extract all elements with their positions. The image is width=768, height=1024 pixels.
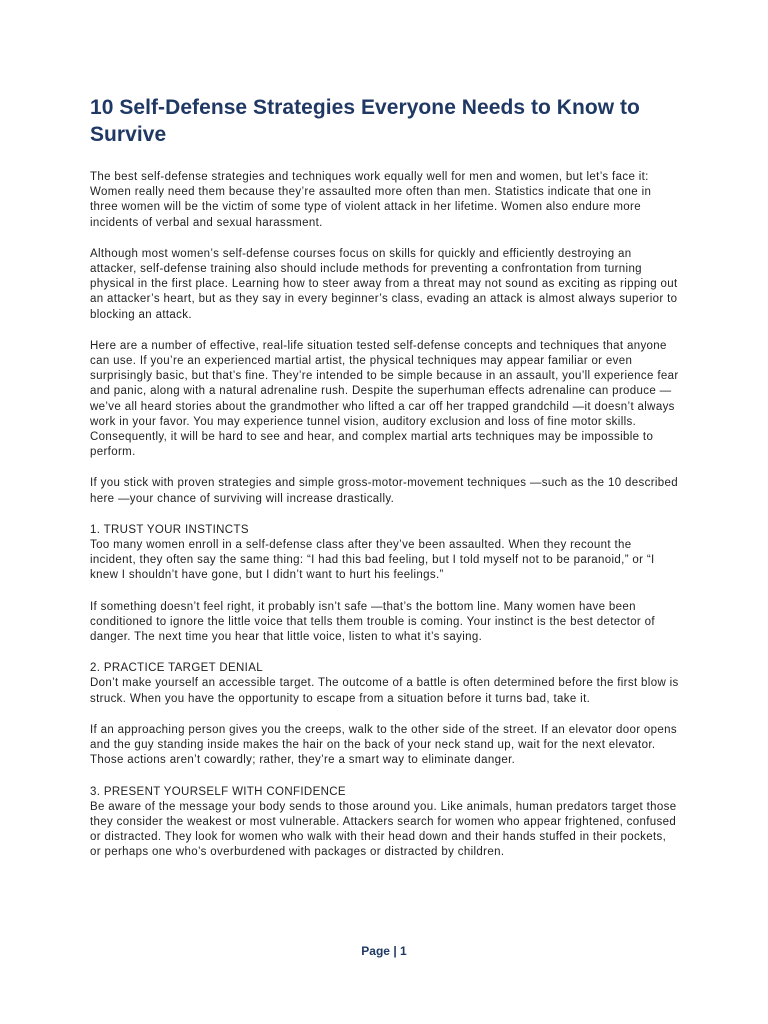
section-heading: 2. PRACTICE TARGET DENIAL xyxy=(90,662,263,675)
page-title: 10 Self-Defense Strategies Everyone Needs to Know to Survive xyxy=(90,96,640,146)
intro-paragraph-4: If you stick with proven strategies and simple gross-motor-movement techniques —such as the 10 described here —your chance of surviving will increase drastically. xyxy=(90,477,679,505)
intro-paragraph-2: Although most women’s self-defense courses focus on skills for quickly and efficiently destroying an attacker, self-defense training also should include methods for preventing a confrontation from turning physical in the first place. Learning how to steer away from a threat may not sound as exciting as ripping out an attacker’s heart, but as they say in every beginner’s class, evading an attack is almost always superior to blocking an attack. xyxy=(90,247,678,321)
section-paragraph: If an approaching person gives you the creeps, walk to the other side of the street. If an elevator door opens and the guy standing inside makes the hair on the back of your neck stand up, wait for the next elevator. Those actions aren’t cowardly; rather, they’re a smart way to eliminate danger. xyxy=(90,723,678,767)
intro-paragraph-3: Here are a number of effective, real-life situation tested self-defense concepts and techniques that anyone can use. If you’re an experienced martial artist, the physical techniques may appear familiar or even surprisingly basic, but that’s fine. They’re intended to be simple because in an assault, you’ll experience fear and panic, along with a natural adrenaline rush. Despite the superhuman effects adrenaline can produce —we’ve all heard stories about the grandmother who lifted a car off her trapped grandchild —it doesn’t always work in your favor. You may experience tunnel vision, auditory exclusion and loss of fine motor skills. Consequently, it will be hard to see and hear, and complex martial arts techniques may be impossible to perform. xyxy=(90,339,679,459)
section-paragraph: Too many women enroll in a self-defense class after they’ve been assaulted. When they recount the incident, they often say the same thing: “I had this bad feeling, but I told myself not to be paranoid,” or “I knew I shouldn’t have gone, but I didn’t want to hurt his feelings.” xyxy=(90,539,655,582)
section-target-denial xyxy=(90,661,680,707)
page-number: Page | 1 xyxy=(361,944,407,958)
intro-paragraph-1: The best self-defense strategies and techniques work equally well for men and women, but let’s face it: Women really need them because they’re assaulted more often than men. Statistics indicate that one in three women will be the victim of some type of violent attack in her lifetime. Women also endure more incidents of verbal and sexual harassment. xyxy=(90,171,652,229)
section-paragraph: If something doesn’t feel right, it probably isn’t safe —that’s the bottom line. Many women have been conditioned to ignore the little voice that tells them trouble is coming. Your instinct is the best detector of danger. The next time you hear that little voice, listen to what it’s saying. xyxy=(90,600,655,644)
section-heading: 3. PRESENT YOURSELF WITH CONFIDENCE xyxy=(90,785,346,798)
section-present-confidence xyxy=(90,785,680,861)
section-heading: 1. TRUST YOUR INSTINCTS xyxy=(90,523,249,536)
section-paragraph: Don’t make yourself an accessible target. The outcome of a battle is often determined before the first blow is struck. When you have the opportunity to escape from a situation before it turns bad, take it. xyxy=(90,677,679,705)
section-paragraph: Be aware of the message your body sends to those around you. Like animals, human predators target those they consider the weakest or most vulnerable. Attackers search for women who appear frightened, confused or distracted. They look for women who walk with their head down and their hands stuffed in their pockets, or perhaps one who’s overburdened with packages or distracted by children. xyxy=(90,800,677,859)
section-trust-instincts xyxy=(90,523,680,584)
document-body xyxy=(90,94,680,877)
